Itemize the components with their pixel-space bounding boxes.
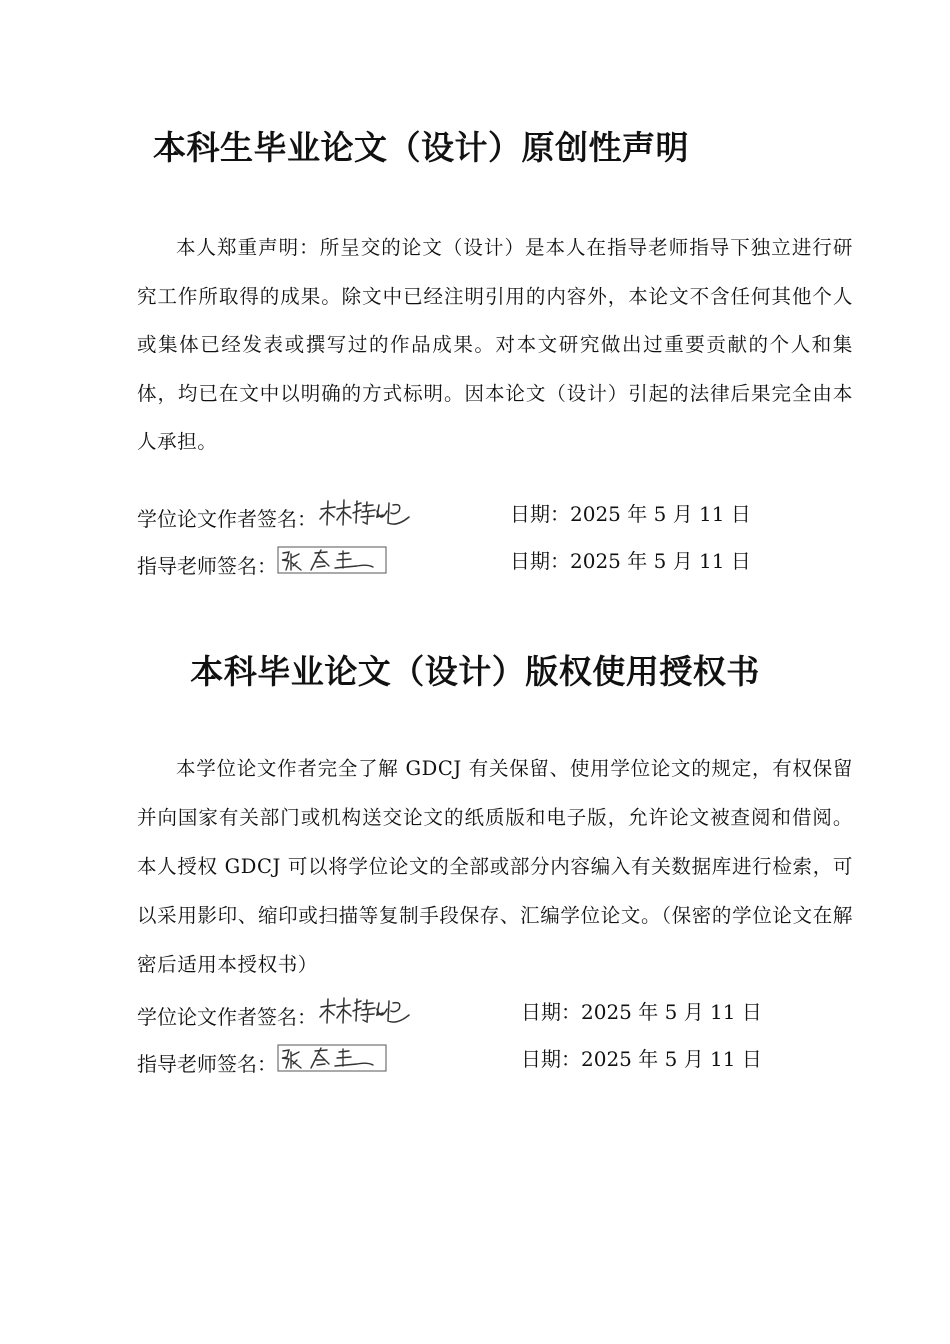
author-signature-image [317, 995, 417, 1039]
copyright-author-row [137, 995, 417, 1029]
author-signature-image [317, 497, 417, 541]
author-date: 日期：2025 年 5 月 11 日 [510, 502, 751, 526]
advisor-signature-image [277, 1042, 389, 1086]
advisor-signature-label: 指导老师签名： [137, 1052, 277, 1076]
originality-author-row [137, 497, 417, 531]
advisor-signature-label: 指导老师签名： [137, 554, 277, 578]
author-date: 日期：2025 年 5 月 11 日 [521, 1000, 762, 1024]
author-signature-label: 学位论文作者签名： [137, 1005, 317, 1029]
originality-advisor-row [137, 544, 389, 578]
advisor-date: 日期：2025 年 5 月 11 日 [521, 1047, 762, 1071]
copyright-title: 本科毕业论文（设计）版权使用授权书 [190, 652, 760, 691]
copyright-advisor-row [137, 1042, 389, 1076]
advisor-signature-image [277, 544, 389, 588]
author-signature-label: 学位论文作者签名： [137, 507, 317, 531]
originality-title: 本科生毕业论文（设计）原创性声明 [153, 128, 689, 167]
originality-paragraph: 本人郑重声明：所呈交的论文（设计）是本人在指导老师指导下独立进行研究工作所取得的成果。除文中已经注明引用的内容外，本论文不含任何其他个人或集体已经发表或撰写过的作品成果。对本文研究做出过重要贡献的个人和集体，均已在文中以明确的方式标明。因本论文（设计）引起的法律后果完全由本人承担。 [137, 236, 853, 453]
advisor-date: 日期：2025 年 5 月 11 日 [510, 549, 751, 573]
copyright-paragraph: 本学位论文作者完全了解 GDCJ 有关保留、使用学位论文的规定，有权保留并向国家有关部门或机构送交论文的纸质版和电子版，允许论文被查阅和借阅。本人授权 GDCJ 可以将学位论文的全部或部分内容编入有关数据库进行检索，可以采用影印、缩印或扫描等复制手段保存、汇编学位论文。（保密的学位论文在解密后适用本授权书） [137, 757, 853, 976]
